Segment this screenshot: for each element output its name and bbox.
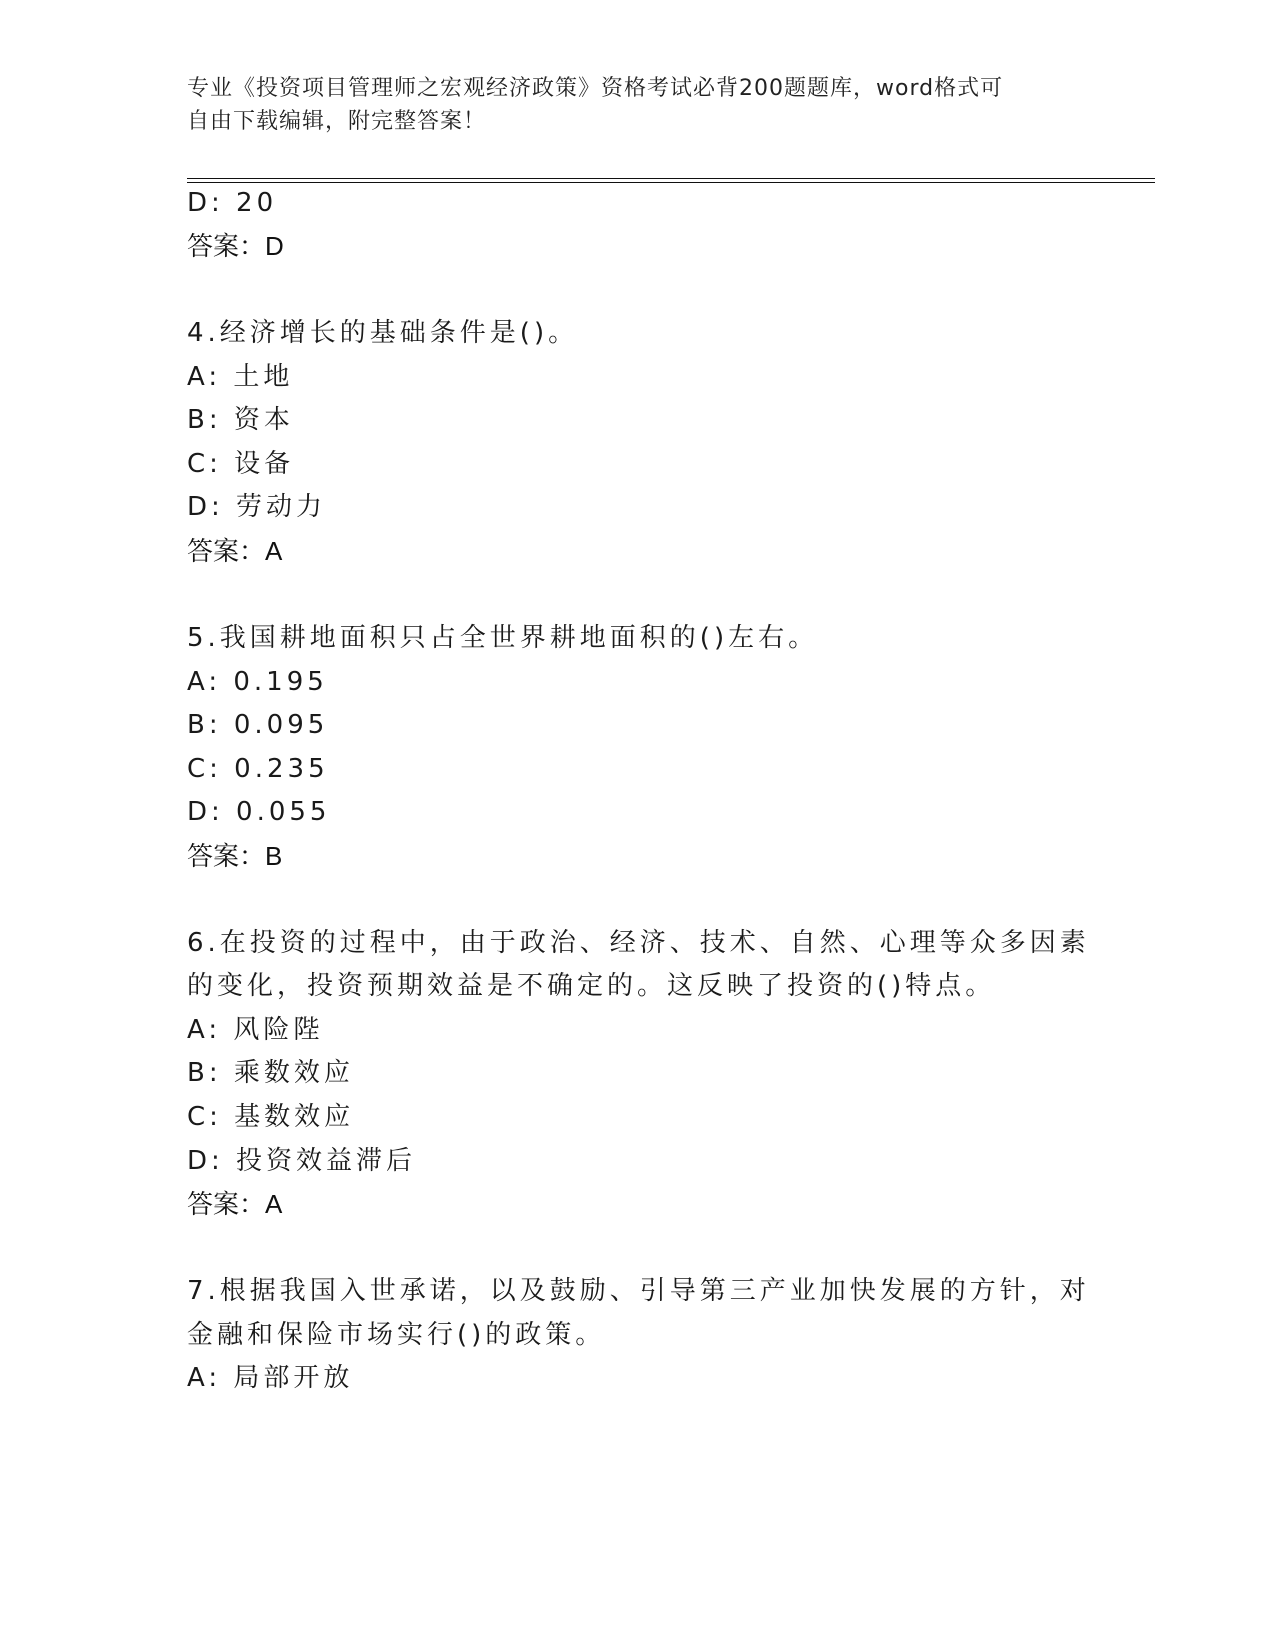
q5-question: 5.我国耕地面积只占全世界耕地面积的()左右。	[187, 623, 819, 653]
q4-option-b: B: 资本	[187, 405, 294, 435]
q6-option-a: A: 风险陛	[187, 1015, 324, 1045]
q4-option-a: A: 土地	[187, 362, 294, 392]
document-header	[187, 72, 1087, 138]
q5-option-a: A: 0.195	[187, 667, 328, 697]
q4-option-c: C: 设备	[187, 449, 295, 479]
q5-option-b: B: 0.095	[187, 710, 329, 740]
q7-question-line-1: 7.根据我国入世承诺，以及鼓励、引导第三产业加快发展的方针，对	[187, 1276, 1090, 1306]
header-line-2: 自由下载编辑，附完整答案！	[187, 109, 487, 134]
q6-option-c: C: 基数效应	[187, 1102, 355, 1132]
q7-option-a: A: 局部开放	[187, 1363, 354, 1393]
header-line-1: 专业《投资项目管理师之宏观经济政策》资格考试必背200题题库，word格式可	[187, 76, 1004, 101]
q4-option-d: D: 劳动力	[187, 492, 327, 522]
q5-option-d: D: 0.055	[187, 797, 331, 827]
q5-answer: 答案：B	[187, 841, 283, 871]
q6-option-d: D: 投资效益滞后	[187, 1146, 417, 1176]
q6-option-b: B: 乘数效应	[187, 1058, 354, 1088]
q6-question-line-1: 6.在投资的过程中，由于政治、经济、技术、自然、心理等众多因素	[187, 928, 1090, 958]
header-divider-bottom	[187, 182, 1155, 183]
q7-question-line-2: 金融和保险市场实行()的政策。	[187, 1320, 606, 1350]
q4-question: 4.经济增长的基础条件是()。	[187, 318, 579, 348]
q6-question-line-2: 的变化，投资预期效益是不确定的。这反映了投资的()特点。	[187, 971, 996, 1001]
q4-answer: 答案：A	[187, 536, 283, 566]
q5-option-c: C: 0.235	[187, 754, 329, 784]
q3-option-d: D: 20	[187, 188, 278, 218]
header-divider-top	[187, 178, 1155, 179]
q3-answer: 答案：D	[187, 231, 284, 261]
q6-answer: 答案：A	[187, 1189, 283, 1219]
